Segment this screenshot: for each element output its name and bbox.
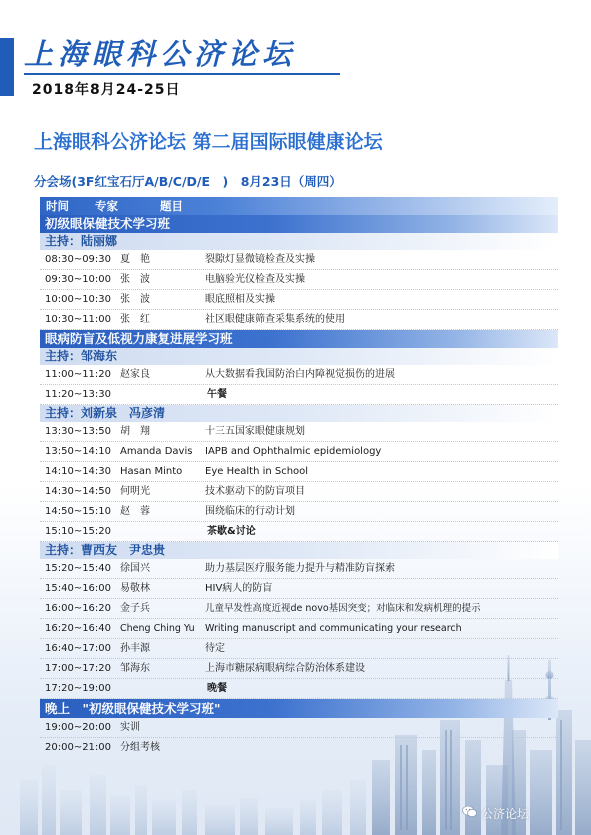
row-time: 14:50~15:10 bbox=[45, 506, 112, 517]
row-speaker: 赵 蓉 bbox=[120, 506, 150, 517]
header-topic: 题目 bbox=[160, 199, 183, 213]
table-row bbox=[40, 422, 558, 442]
row-speaker: Hasan Minto bbox=[120, 466, 183, 477]
table-row bbox=[40, 639, 558, 659]
section-banner-evening bbox=[40, 699, 558, 718]
row-speaker: 何明光 bbox=[120, 486, 150, 497]
section-banner-label: 晚上 "初级眼保健技术学习班" bbox=[45, 701, 221, 716]
row-time: 11:20~13:30 bbox=[45, 389, 112, 400]
table-header-row bbox=[40, 197, 558, 215]
row-time: 13:30~13:50 bbox=[45, 426, 112, 437]
row-speaker: 夏 艳 bbox=[120, 254, 150, 265]
row-time: 19:00~20:00 bbox=[45, 722, 112, 733]
section-banner-label: 初级眼保健技术学习班 bbox=[45, 216, 171, 231]
table-row bbox=[40, 462, 558, 482]
row-speaker: 张 红 bbox=[120, 314, 150, 325]
row-time: 11:00~11:20 bbox=[45, 369, 112, 380]
row-time: 10:30~11:00 bbox=[45, 314, 112, 325]
host-row bbox=[40, 348, 558, 365]
table-row-break bbox=[40, 679, 558, 699]
row-topic: 晚餐 bbox=[207, 683, 227, 694]
row-speaker: Cheng Ching Yu bbox=[120, 623, 195, 634]
row-time: 14:30~14:50 bbox=[45, 486, 112, 497]
host-label: 主持：刘新泉 冯彦清 bbox=[45, 406, 166, 420]
header-speaker: 专家 bbox=[95, 199, 118, 213]
row-time: 16:00~16:20 bbox=[45, 603, 112, 614]
header-divider bbox=[24, 73, 340, 75]
host-label: 主持：陆丽娜 bbox=[45, 234, 118, 248]
row-topic: 儿童早发性高度近视de novo基因突变；对临床和发病机理的提示 bbox=[205, 603, 481, 614]
watermark-text: 公济论坛 bbox=[481, 807, 530, 821]
row-topic: 社区眼健康筛查采集系统的使用 bbox=[205, 314, 345, 325]
row-speaker: 金子兵 bbox=[120, 603, 150, 614]
row-speaker: 易敬林 bbox=[120, 583, 150, 594]
row-time: 13:50~14:10 bbox=[45, 446, 112, 457]
row-topic: 上海市糖尿病眼病综合防治体系建设 bbox=[205, 663, 365, 674]
row-topic: 从大数据看我国防治白内障视觉损伤的进展 bbox=[205, 369, 395, 380]
table-row bbox=[40, 659, 558, 679]
row-topic: 茶歇&讨论 bbox=[207, 526, 256, 537]
header-accent-bar bbox=[0, 38, 14, 96]
row-topic: 围绕临床的行动计划 bbox=[205, 506, 295, 517]
row-time: 15:20~15:40 bbox=[45, 563, 112, 574]
session-line: 分会场(3F红宝石厅A/B/C/D/E ) 8月23日（周四） bbox=[34, 174, 342, 189]
row-topic: 裂隙灯显微镜检查及实操 bbox=[205, 254, 315, 265]
forum-title: 上海眼科公济论坛 第二届国际眼健康论坛 bbox=[34, 131, 383, 153]
section-banner bbox=[40, 330, 558, 348]
row-speaker: 张 波 bbox=[120, 274, 150, 285]
row-speaker: 张 波 bbox=[120, 294, 150, 305]
row-speaker: Amanda Davis bbox=[120, 446, 193, 457]
table-row bbox=[40, 250, 558, 270]
table-row bbox=[40, 310, 558, 330]
schedule-table bbox=[40, 197, 558, 757]
row-topic: 电脑验光仪检查及实操 bbox=[205, 274, 305, 285]
host-label: 主持：曹西友 尹忠贵 bbox=[45, 543, 166, 557]
row-topic: HIV病人的防盲 bbox=[205, 583, 273, 594]
row-topic: 待定 bbox=[205, 643, 225, 654]
row-speaker: 孙丰源 bbox=[120, 643, 150, 654]
row-topic: IAPB and Ophthalmic epidemiology bbox=[205, 446, 382, 457]
row-time: 16:20~16:40 bbox=[45, 623, 112, 634]
table-row bbox=[40, 559, 558, 579]
row-speaker: 邹海东 bbox=[120, 663, 150, 674]
row-time: 17:20~19:00 bbox=[45, 683, 112, 694]
table-row bbox=[40, 290, 558, 310]
table-row bbox=[40, 619, 558, 639]
header-time: 时间 bbox=[46, 199, 69, 213]
table-row-break bbox=[40, 385, 558, 405]
section-banner bbox=[40, 215, 558, 233]
wechat-icon bbox=[462, 805, 477, 818]
row-time: 10:00~10:30 bbox=[45, 294, 112, 305]
host-row bbox=[40, 233, 558, 250]
table-row-break bbox=[40, 522, 558, 542]
row-topic: 助力基层医疗服务能力提升与精准防盲探索 bbox=[205, 563, 395, 574]
table-row bbox=[40, 502, 558, 522]
row-speaker: 实训 bbox=[120, 722, 140, 733]
row-speaker: 胡 翔 bbox=[120, 426, 150, 437]
host-label: 主持：邹海东 bbox=[45, 349, 118, 363]
row-time: 09:30~10:00 bbox=[45, 274, 112, 285]
row-topic: 午餐 bbox=[207, 389, 227, 400]
row-speaker: 赵家良 bbox=[120, 369, 150, 380]
row-speaker: 徐国兴 bbox=[120, 563, 150, 574]
row-time: 15:10~15:20 bbox=[45, 526, 112, 537]
table-row bbox=[40, 718, 558, 738]
header-date: 2018年8月24-25日 bbox=[32, 82, 181, 98]
row-topic: Eye Health in School bbox=[205, 466, 309, 477]
row-time: 08:30~09:30 bbox=[45, 254, 112, 265]
row-topic: 技术驱动下的防盲项目 bbox=[205, 486, 305, 497]
row-time: 15:40~16:00 bbox=[45, 583, 112, 594]
row-time: 17:00~17:20 bbox=[45, 663, 112, 674]
table-row bbox=[40, 365, 558, 385]
header-title: 上海眼科公济论坛 bbox=[24, 37, 297, 71]
table-row bbox=[40, 579, 558, 599]
row-time: 16:40~17:00 bbox=[45, 643, 112, 654]
row-topic: Writing manuscript and communicating your research bbox=[205, 623, 462, 634]
row-time: 14:10~14:30 bbox=[45, 466, 112, 477]
table-row bbox=[40, 599, 558, 619]
table-row bbox=[40, 270, 558, 290]
row-topic: 眼底照相及实操 bbox=[205, 294, 275, 305]
section-banner-label: 眼病防盲及低视力康复进展学习班 bbox=[45, 331, 233, 346]
row-topic: 十三五国家眼健康规划 bbox=[205, 426, 305, 437]
row-time: 20:00~21:00 bbox=[45, 742, 112, 753]
host-row bbox=[40, 542, 558, 559]
table-row bbox=[40, 482, 558, 502]
table-row bbox=[40, 442, 558, 462]
table-row bbox=[40, 738, 558, 757]
row-speaker: 分组考核 bbox=[120, 742, 160, 753]
host-row bbox=[40, 405, 558, 422]
